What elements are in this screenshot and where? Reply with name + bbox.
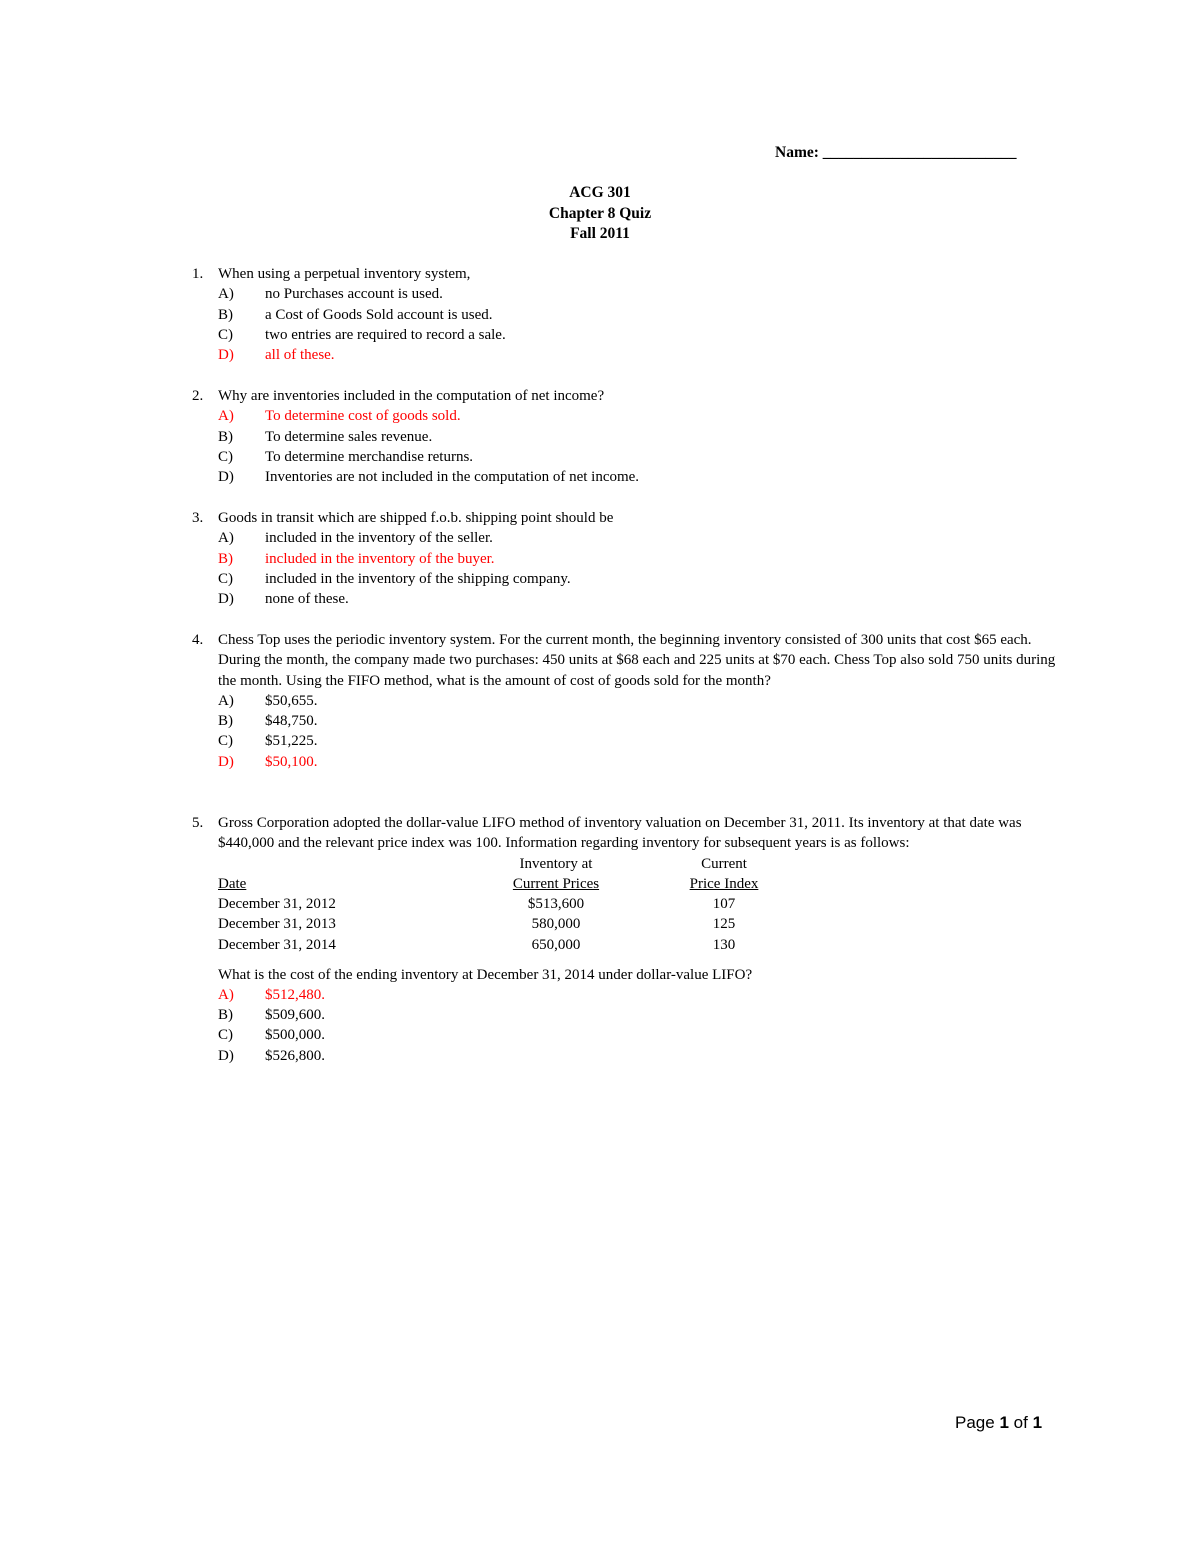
option-b (218, 305, 1062, 325)
option-letter: C) (218, 570, 233, 587)
option-text: $500,000. (265, 1027, 325, 1044)
table-cell-date: December 31, 2012 (218, 896, 336, 913)
term-title: Fall 2011 (570, 225, 630, 242)
option-text: $509,600. (265, 1007, 325, 1024)
table-header-date: Date (218, 875, 247, 892)
question-number: 2. (192, 388, 204, 404)
option-text: a Cost of Goods Sold account is used. (265, 306, 493, 323)
option-text: included in the inventory of the buyer. (265, 550, 495, 567)
question-stem: Goods in transit which are shipped f.o.b. shipping point should be (218, 510, 614, 526)
option-b (218, 711, 1062, 731)
table-header-index-top: Current (701, 855, 747, 872)
table-cell-index: 125 (712, 916, 736, 933)
table-cell-index: 130 (712, 936, 736, 953)
course-title: ACG 301 (569, 184, 631, 201)
question-number: 1. (192, 266, 204, 282)
table-header-blank (218, 854, 478, 874)
option-text: two entries are required to record a sale. (265, 326, 506, 343)
option-b (218, 1005, 1062, 1025)
option-letter: B) (218, 306, 233, 323)
option-text: included in the inventory of the seller. (265, 530, 493, 547)
table-cell-index: 107 (712, 896, 736, 913)
option-text: $512,480. (265, 986, 325, 1003)
price-index-column (664, 854, 784, 955)
option-letter: A) (218, 408, 234, 425)
question-number: 3. (192, 510, 204, 526)
option-text: To determine merchandise returns. (265, 448, 474, 465)
sub-question: What is the cost of the ending inventory at December 31, 2014 under dollar-value LIFO? (218, 966, 753, 983)
option-letter: B) (218, 428, 233, 445)
option-a-correct-answer (218, 985, 1062, 1005)
page-total: 1 (1032, 1413, 1043, 1432)
table-cell-date: December 31, 2014 (218, 936, 336, 953)
inventory-table (218, 854, 1062, 956)
table-header-inventory: Current Prices (512, 875, 600, 892)
option-text: $50,100. (265, 753, 318, 770)
question-stem: Chess Top uses the periodic inventory system. For the current month, the beginning inventory consisted of 300 units that cost $65 each. During the month, the company made two purchases: 450 units at $68 each and 225 units at $70 each. Chess Top also sold 750 units during the month. Using the FIFO method, what is the amount of cost of goods sold for the month? (218, 632, 1056, 689)
quiz-title: Chapter 8 Quiz (548, 204, 652, 222)
option-letter: D) (218, 1047, 234, 1064)
option-c (218, 731, 1062, 751)
option-text: To determine sales revenue. (265, 428, 433, 445)
option-a (218, 528, 1062, 548)
name-field-label: Name: _________________________ (775, 144, 1017, 161)
option-text: Inventories are not included in the computation of net income. (265, 469, 640, 486)
question-3 (192, 508, 1062, 609)
option-letter: C) (218, 326, 233, 343)
option-a-correct-answer (218, 406, 1062, 426)
option-text: none of these. (265, 591, 349, 608)
option-d (218, 589, 1062, 609)
option-letter: A) (218, 692, 234, 709)
question-number: 4. (192, 632, 204, 648)
option-letter: B) (218, 713, 233, 730)
question-stem: When using a perpetual inventory system, (218, 266, 471, 282)
inventory-column (486, 854, 626, 955)
option-c (218, 569, 1062, 589)
option-d (218, 1046, 1062, 1066)
option-letter: C) (218, 733, 233, 750)
option-a (218, 284, 1062, 304)
table-cell-date: December 31, 2013 (218, 916, 336, 933)
question-1 (192, 264, 1062, 365)
option-letter: D) (218, 469, 234, 486)
table-cell-inventory: $513,600 (527, 896, 585, 913)
option-text: no Purchases account is used. (265, 286, 443, 303)
of-word: of (1013, 1413, 1028, 1432)
option-text: $48,750. (265, 713, 318, 730)
option-c (218, 1025, 1062, 1045)
option-b-correct-answer (218, 549, 1062, 569)
question-number: 5. (192, 815, 204, 831)
option-letter: B) (218, 1007, 233, 1024)
option-letter: D) (218, 753, 234, 770)
option-c (218, 447, 1062, 467)
option-b (218, 427, 1062, 447)
option-text: included in the inventory of the shipping company. (265, 570, 571, 587)
option-d (218, 467, 1062, 487)
question-4 (192, 630, 1062, 772)
option-letter: C) (218, 448, 233, 465)
option-letter: D) (218, 347, 234, 364)
option-text: $51,225. (265, 733, 318, 750)
option-text: To determine cost of goods sold. (265, 408, 461, 425)
option-letter: A) (218, 530, 234, 547)
option-text: $526,800. (265, 1047, 325, 1064)
question-2 (192, 386, 1062, 487)
option-d-correct-answer (218, 345, 1062, 365)
question-stem: Gross Corporation adopted the dollar-value LIFO method of inventory valuation on December 31, 2011. Its inventory at that date was $440,000 and the relevant price index was 100. Information regarding inventory for subsequent years is as follows: (218, 815, 1022, 852)
page-current: 1 (999, 1413, 1009, 1432)
question-5 (192, 813, 1062, 1066)
option-c (218, 325, 1062, 345)
option-d-correct-answer (218, 752, 1062, 772)
option-letter: D) (218, 591, 234, 608)
option-text: all of these. (265, 347, 335, 364)
question-stem: Why are inventories included in the computation of net income? (218, 388, 605, 404)
option-letter: A) (218, 986, 234, 1003)
table-header-inventory-top: Inventory at (519, 855, 593, 872)
option-text: $50,655. (265, 692, 318, 709)
page-number-footer (955, 1413, 1042, 1433)
table-cell-inventory: 650,000 (531, 936, 581, 953)
table-header-index: Price Index (689, 875, 759, 892)
table-cell-inventory: 580,000 (531, 916, 581, 933)
option-letter: B) (218, 550, 233, 567)
option-letter: C) (218, 1027, 233, 1044)
option-a (218, 691, 1062, 711)
page-word: Page (955, 1413, 995, 1432)
date-column (218, 854, 478, 955)
option-letter: A) (218, 286, 234, 303)
title-block (0, 183, 1200, 245)
